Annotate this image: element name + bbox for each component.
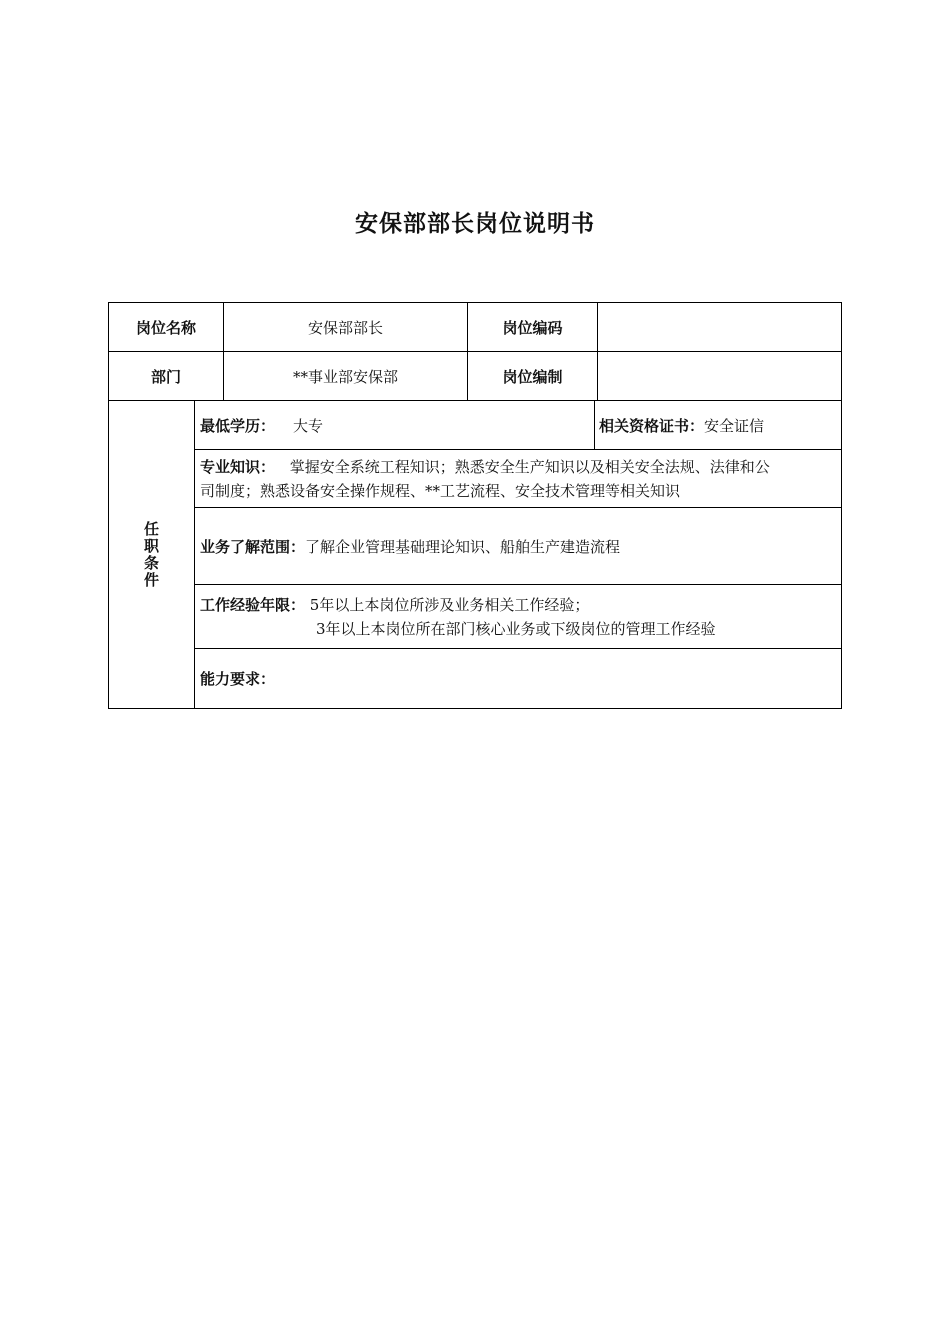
experience-label: 工作经验年限： bbox=[200, 596, 306, 614]
experience-line1: 5年以上本岗位所涉及业务相关工作经验； bbox=[309, 596, 590, 614]
position-code-label: 岗位编码 bbox=[502, 318, 563, 337]
knowledge-value-line2: 司制度；熟悉设备安全操作规程、**工艺流程、安全技术管理等相关知识 bbox=[200, 482, 681, 500]
knowledge-cell bbox=[200, 455, 840, 503]
position-code-value bbox=[598, 303, 841, 351]
ability-label: 能力要求： bbox=[200, 670, 276, 688]
section-label-char: 件 bbox=[143, 570, 159, 589]
department-value: **事业部安保部 bbox=[292, 367, 398, 386]
position-name-value: 安保部部长 bbox=[307, 318, 383, 337]
headcount-label: 岗位编制 bbox=[502, 367, 563, 386]
knowledge-value-line1: 掌握安全系统工程知识；熟悉安全生产知识以及相关安全法规、法律和公 bbox=[289, 458, 770, 476]
business-cell bbox=[200, 508, 840, 584]
certificate-label: 相关资格证书： bbox=[599, 416, 705, 435]
headcount-value bbox=[598, 352, 841, 400]
business-label: 业务了解范围： bbox=[200, 537, 306, 556]
experience-line2: 3年以上本岗位所在部门核心业务或下级岗位的管理工作经验 bbox=[316, 620, 716, 638]
business-value: 了解企业管理基础理论知识、船舶生产建造流程 bbox=[305, 537, 621, 556]
ability-cell bbox=[200, 649, 840, 708]
requirements-section-label bbox=[109, 401, 194, 708]
education-value: 大专 bbox=[293, 416, 324, 435]
education-label: 最低学历： bbox=[200, 416, 276, 435]
department-label: 部门 bbox=[150, 367, 181, 386]
position-name-label: 岗位名称 bbox=[135, 318, 196, 337]
experience-cell bbox=[200, 593, 840, 641]
document-title: 安保部部长岗位说明书 bbox=[355, 211, 595, 237]
section-label-char: 职 bbox=[143, 536, 159, 555]
knowledge-label: 专业知识： bbox=[200, 458, 276, 476]
section-label-char: 条 bbox=[143, 553, 159, 572]
certificate-value: 安全证信 bbox=[704, 416, 765, 435]
section-label-char: 任 bbox=[143, 519, 159, 538]
certificate-cell bbox=[599, 401, 841, 449]
education-cell bbox=[200, 401, 594, 449]
